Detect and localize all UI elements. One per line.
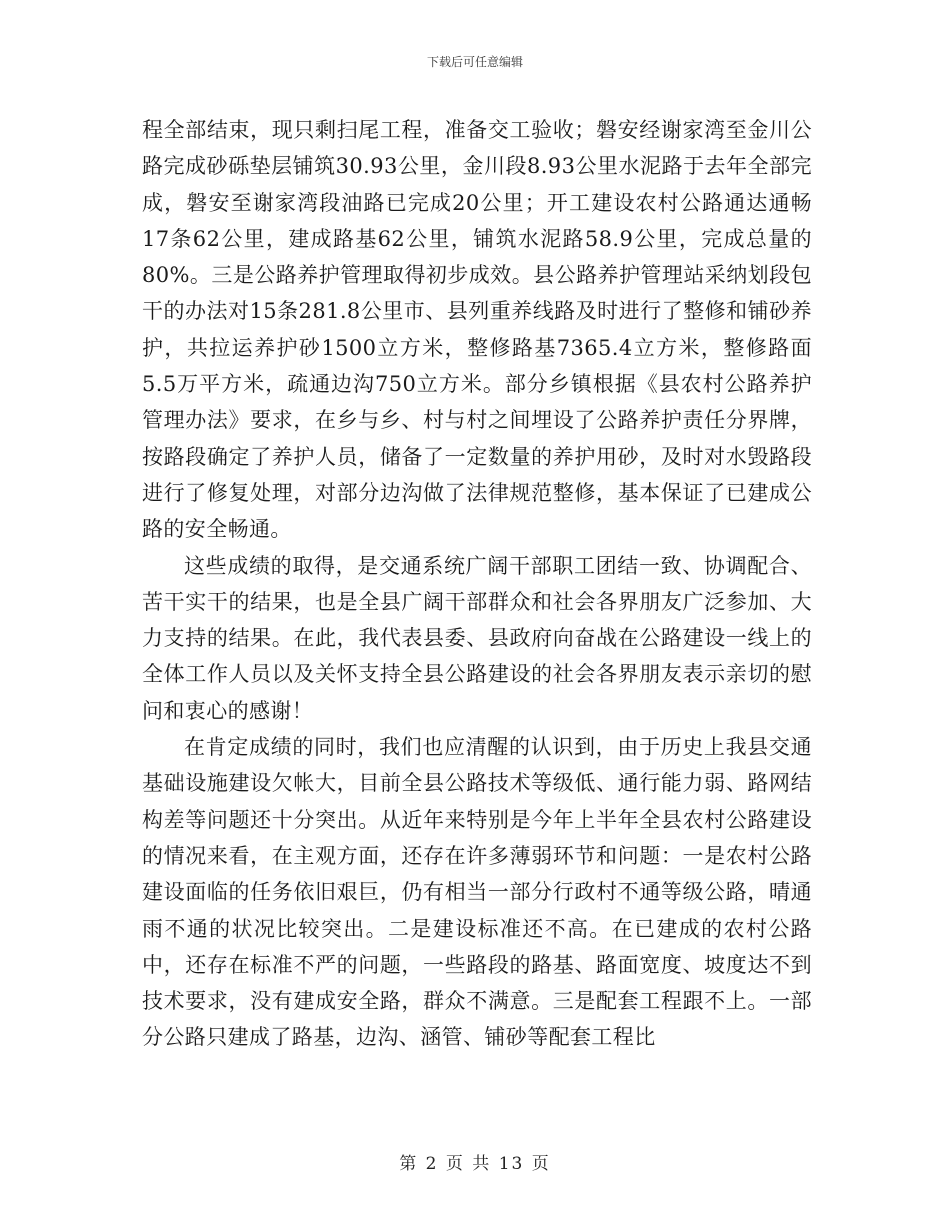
document-body [142,112,812,1056]
page-number-footer: 第 2 页 共 13 页 [399,1154,551,1174]
paragraph-achievements-thanks: 这些成绩的取得，是交通系统广阔干部职工团结一致、协调配合、苦干实干的结果，也是全县广阔干部群众和社会各界朋友广泛参加、大力支持的结果。在此，我代表县委、县政府向奋战在公路建设一线上的全体工作人员以及关怀支持全县公路建设的社会各界朋友表示亲切的慰问和衷心的感谢！ [142,553,812,723]
paragraph-problems: 在肯定成绩的同时，我们也应清醒的认识到，由于历史上我县交通基础设施建设欠帐大，目前全县公路技术等级低、通行能力弱、路网结构差等问题还十分突出。从近年来特别是今年上半年全县农村公路建设的情况来看，在主观方面，还存在许多薄弱环节和问题：一是农村公路建设面临的任务依旧艰巨，仍有相当一部分行政村不通等级公路，晴通雨不通的状况比较突出。二是建设标准还不高。在已建成的农村公路中，还存在标准不严的问题，一些路段的路基、路面宽度、坡度达不到技术要求，没有建成安全路，群众不满意。三是配套工程跟不上。一部分公路只建成了路基，边沟、涵管、铺砂等配套工程比 [142,735,812,1050]
page-header-note: 下载后可任意编辑 [426,55,523,69]
paragraph-continued: 程全部结束，现只剩扫尾工程，准备交工验收；磐安经谢家湾至金川公路完成砂砾垫层铺筑30.93公里，金川段8.93公里水泥路于去年全部完成，磐安至谢家湾段油路已完成20公里；开工建设农村公路通达通畅17条62公里，建成路基62公里，铺筑水泥路58.9公里，完成总量的80%。三是公路养护管理取得初步成效。县公路养护管理站采纳划段包干的办法对15条281.8公里市、县列重养线路及时进行了整修和铺砂养护，共拉运养护砂1500立方米，整修路基7365.4立方米，整修路面5.5万平方米，疏通边沟750立方米。部分乡镇根据《县农村公路养护管理办法》要求，在乡与乡、村与村之间埋设了公路养护责任分界牌，按路段确定了养护人员，储备了一定数量的养护用砂，及时对水毁路段进行了修复处理，对部分边沟做了法律规范整修，基本保证了已建成公路的安全畅通。 [142,118,812,542]
